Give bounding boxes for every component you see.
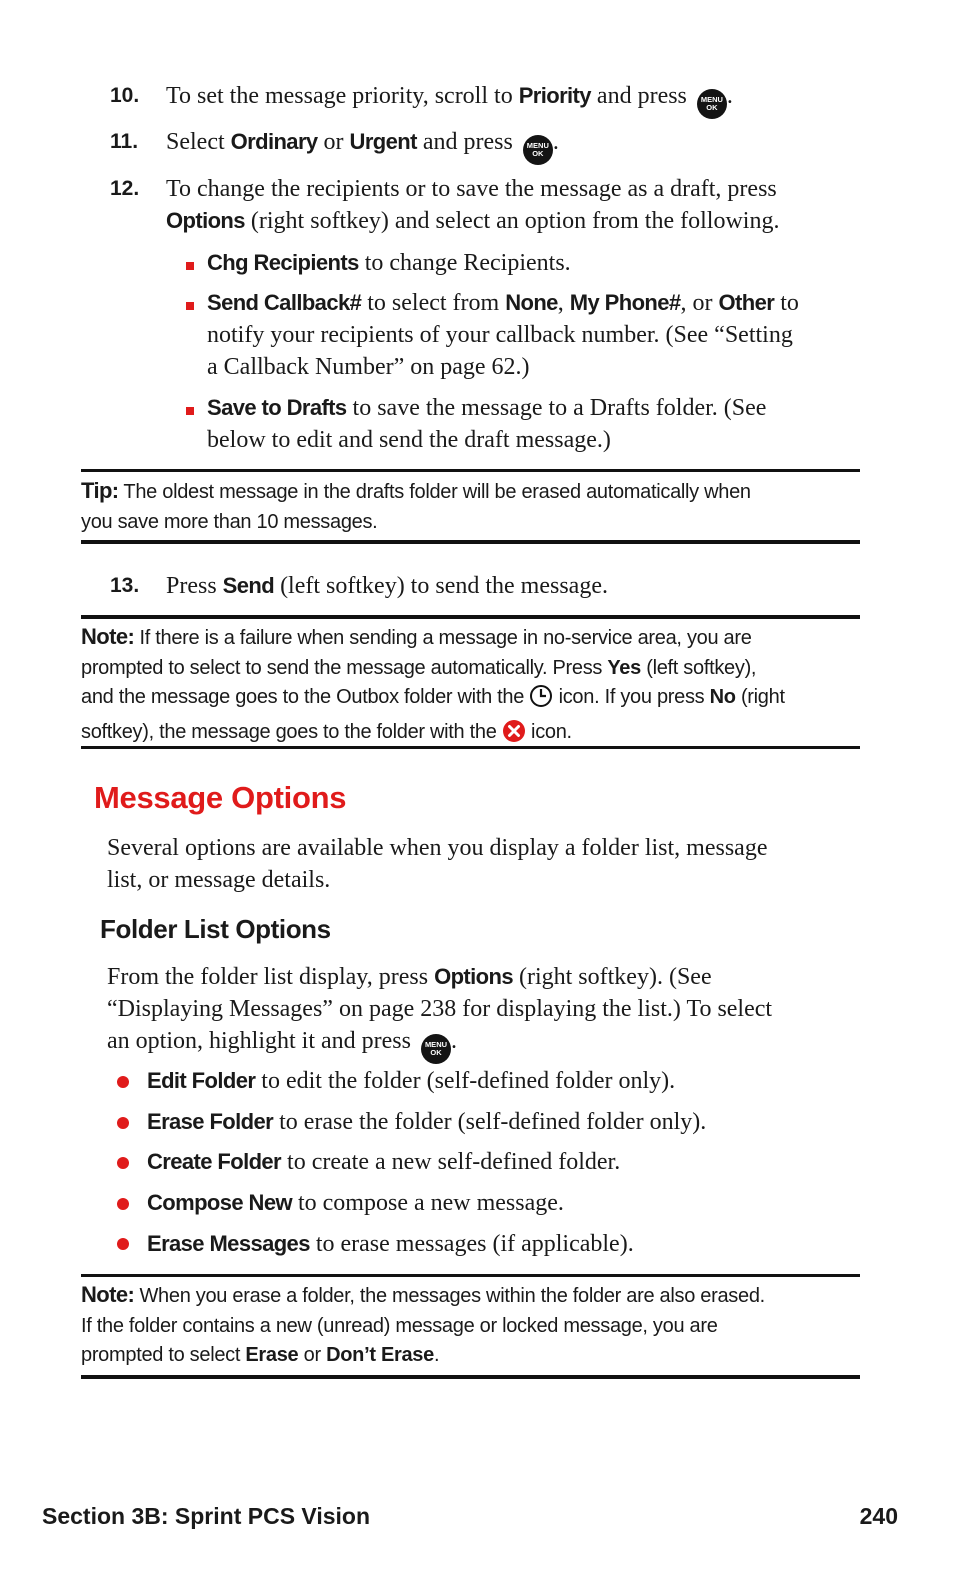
bullet-dot-icon <box>117 1157 129 1169</box>
step-number: 13. <box>110 574 140 597</box>
divider <box>81 1274 860 1277</box>
divider <box>81 746 860 749</box>
step-number: 12. <box>110 177 140 200</box>
note-box: Note: When you erase a folder, the messages within the folder are also erased. If the folder contains a new (unread) message or locked message, you are prompted to select Erase or Don’t Erase. <box>81 1282 765 1366</box>
note-label: Note: <box>81 624 135 649</box>
note-box: Note: If there is a failure when sending a message in no-service area, you are prompted to select to send the message automatically. Press Yes (left softkey), and the message goes to the Outbox folder with the icon. If you press No (right softkey), the message goes to the folder with the icon. <box>81 622 860 752</box>
section-title: Message Options <box>94 780 347 815</box>
subsection-title: Folder List Options <box>100 914 331 944</box>
menu-ok-key-icon: MENU OK <box>523 135 553 165</box>
section-intro: Several options are available when you display a folder list, message list, or message details. <box>107 835 768 893</box>
tip-label: Tip: <box>81 478 119 503</box>
tip-box: Tip: The oldest message in the drafts folder will be erased automatically when you save more than 10 messages. <box>81 478 751 533</box>
bullet-square-icon <box>186 407 194 415</box>
bullet-dot-icon <box>117 1117 129 1129</box>
folder-list-intro: From the folder list display, press Options (right softkey). (See “Displaying Messages” on page 238 for displaying the list.) To select an option, highlight it and press MENU OK . <box>107 961 867 1064</box>
folder-option-edit: Edit Folder to edit the folder (self-defined folder only). <box>147 1068 676 1094</box>
divider <box>81 469 860 472</box>
folder-option-create: Create Folder to create a new self-defined folder. <box>147 1149 621 1175</box>
step-12: 12. To change the recipients or to save the message as a draft, press Options (right softkey) and select an option from the following. <box>110 173 870 237</box>
option-save-to-drafts: Save to Drafts to save the message to a Drafts folder. (See below to edit and send the draft message.) <box>207 395 767 453</box>
bullet-dot-icon <box>117 1198 129 1210</box>
option-send-callback: Send Callback# to select from None, My Phone#, or Other to notify your recipients of your callback number. (See “Setting a Callback Number” on page 62.) <box>207 290 799 380</box>
bullet-square-icon <box>186 302 194 310</box>
step-number: 11. <box>110 130 139 153</box>
footer-section: Section 3B: Sprint PCS Vision <box>42 1503 371 1529</box>
step-10: 10. To set the message priority, scroll to Priority and press MENU OK . <box>110 80 870 119</box>
bullet-dot-icon <box>117 1238 129 1250</box>
menu-ok-key-icon: MENU OK <box>697 89 727 119</box>
bullet-dot-icon <box>117 1076 129 1088</box>
option-chg-recipients: Chg Recipients to change Recipients. <box>207 250 571 276</box>
divider <box>81 1375 860 1379</box>
menu-ok-key-icon: MENU OK <box>421 1034 451 1064</box>
step-13: 13. Press Send (left softkey) to send the message. <box>110 570 870 602</box>
outbox-clock-icon <box>529 684 553 718</box>
footer-page-number: 240 <box>859 1503 898 1529</box>
bullet-square-icon <box>186 262 194 270</box>
folder-option-compose: Compose New to compose a new message. <box>147 1190 564 1216</box>
step-number: 10. <box>110 84 140 107</box>
step-11: 11. Select Ordinary or Urgent and press MENU OK . <box>110 126 870 165</box>
folder-option-erase-messages: Erase Messages to erase messages (if applicable). <box>147 1231 634 1257</box>
divider <box>81 615 860 619</box>
divider <box>81 540 860 544</box>
folder-option-erase: Erase Folder to erase the folder (self-defined folder only). <box>147 1109 707 1135</box>
note-label: Note: <box>81 1282 135 1307</box>
